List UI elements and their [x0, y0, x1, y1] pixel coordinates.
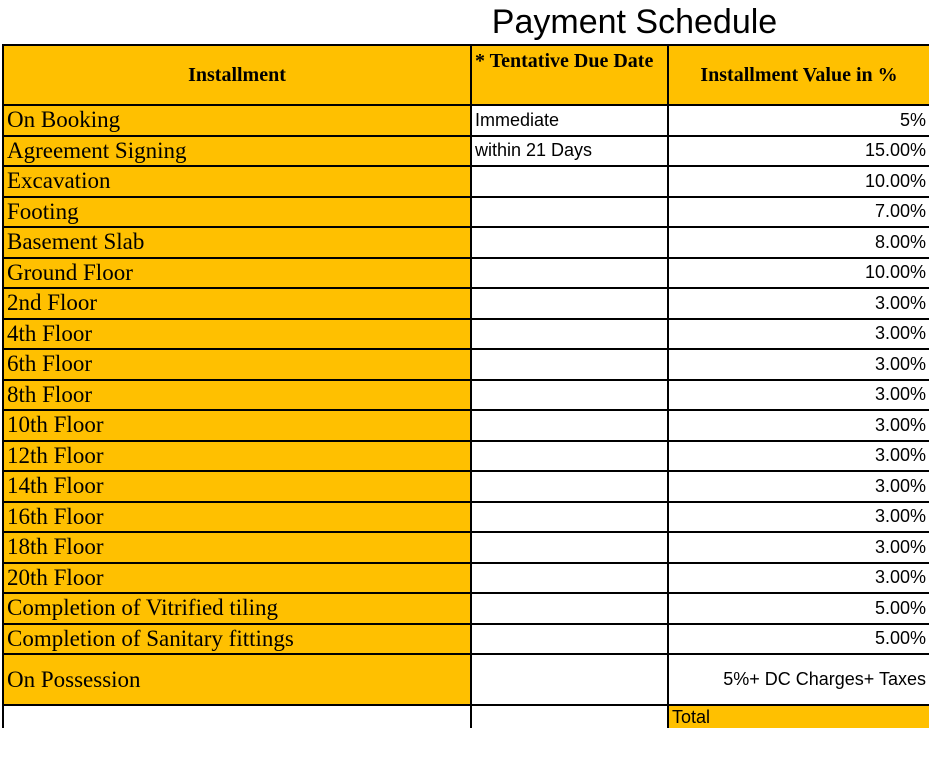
table-row — [3, 380, 929, 411]
installment-cell: Ground Floor — [3, 258, 471, 289]
value-cell: 3.00% — [668, 349, 929, 380]
installment-cell: 16th Floor — [3, 502, 471, 533]
due-date-cell — [471, 532, 668, 563]
total-row — [3, 705, 929, 728]
installment-cell: 2nd Floor — [3, 288, 471, 319]
table-row — [3, 288, 929, 319]
installment-cell: 14th Floor — [3, 471, 471, 502]
payment-schedule-table — [2, 44, 929, 728]
due-date-cell — [471, 624, 668, 655]
installment-cell: Agreement Signing — [3, 136, 471, 167]
due-date-cell — [471, 380, 668, 411]
due-date-cell — [471, 654, 668, 705]
header-installment-value: Installment Value in % — [668, 45, 929, 105]
value-cell: 8.00% — [668, 227, 929, 258]
due-date-cell — [471, 319, 668, 350]
due-date-cell — [471, 349, 668, 380]
table-row — [3, 471, 929, 502]
value-cell: 10.00% — [668, 258, 929, 289]
total-blank-cell — [3, 705, 471, 728]
due-date-cell — [471, 197, 668, 228]
table-row — [3, 166, 929, 197]
due-date-cell — [471, 288, 668, 319]
installment-cell: 10th Floor — [3, 410, 471, 441]
due-date-cell — [471, 441, 668, 472]
due-date-cell: Immediate — [471, 105, 668, 136]
value-cell: 5% — [668, 105, 929, 136]
value-cell: 3.00% — [668, 410, 929, 441]
due-date-cell — [471, 502, 668, 533]
installment-cell: Excavation — [3, 166, 471, 197]
value-cell: 3.00% — [668, 380, 929, 411]
table-row — [3, 441, 929, 472]
table-row — [3, 532, 929, 563]
due-date-cell — [471, 227, 668, 258]
header-installment: Installment — [3, 45, 471, 105]
table-row — [3, 502, 929, 533]
due-date-cell — [471, 471, 668, 502]
value-cell: 10.00% — [668, 166, 929, 197]
installment-cell: Basement Slab — [3, 227, 471, 258]
value-cell: 5%+ DC Charges+ Taxes — [668, 654, 929, 705]
table-row — [3, 136, 929, 167]
table-row — [3, 624, 929, 655]
sheet-title: Payment Schedule — [491, 3, 778, 41]
installment-cell: On Booking — [3, 105, 471, 136]
due-date-cell — [471, 563, 668, 594]
installment-cell: Completion of Vitrified tiling — [3, 593, 471, 624]
due-date-cell: within 21 Days — [471, 136, 668, 167]
value-cell: 3.00% — [668, 532, 929, 563]
due-date-cell — [471, 593, 668, 624]
value-cell: 3.00% — [668, 441, 929, 472]
table-row — [3, 197, 929, 228]
total-cell: Total — [668, 705, 929, 728]
table-row — [3, 563, 929, 594]
header-row — [3, 45, 929, 105]
installment-cell: 20th Floor — [3, 563, 471, 594]
table-row — [3, 319, 929, 350]
value-cell: 3.00% — [668, 288, 929, 319]
installment-cell: 12th Floor — [3, 441, 471, 472]
installment-cell: 6th Floor — [3, 349, 471, 380]
value-cell: 5.00% — [668, 624, 929, 655]
table-row — [3, 654, 929, 705]
value-cell: 15.00% — [668, 136, 929, 167]
table-row — [3, 105, 929, 136]
installment-cell: 4th Floor — [3, 319, 471, 350]
installment-cell: 18th Floor — [3, 532, 471, 563]
value-cell: 3.00% — [668, 471, 929, 502]
table-row — [3, 349, 929, 380]
value-cell: 3.00% — [668, 319, 929, 350]
table-row — [3, 258, 929, 289]
due-date-cell — [471, 166, 668, 197]
table-row — [3, 227, 929, 258]
value-cell: 5.00% — [668, 593, 929, 624]
installment-cell: Completion of Sanitary fittings — [3, 624, 471, 655]
due-date-cell — [471, 410, 668, 441]
table-row — [3, 410, 929, 441]
table-row — [3, 593, 929, 624]
value-cell: 7.00% — [668, 197, 929, 228]
installment-cell: On Possession — [3, 654, 471, 705]
installment-cell: Footing — [3, 197, 471, 228]
total-blank-cell — [471, 705, 668, 728]
value-cell: 3.00% — [668, 502, 929, 533]
header-due-date: * Tentative Due Date — [471, 45, 668, 105]
installment-cell: 8th Floor — [3, 380, 471, 411]
value-cell: 3.00% — [668, 563, 929, 594]
due-date-cell — [471, 258, 668, 289]
